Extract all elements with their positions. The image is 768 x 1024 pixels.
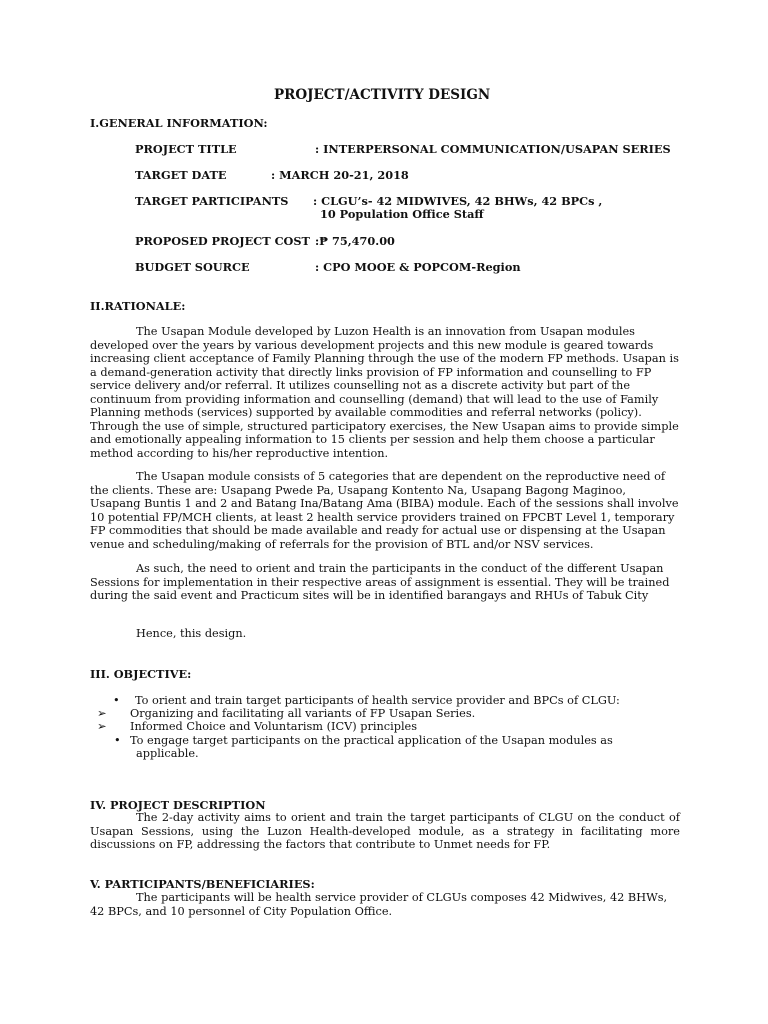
target-participants-value: : CLGU’s- 42 MIDWIVES, 42 BHWs, 42 BPCs , — [313, 194, 603, 208]
rationale-paragraph-3-text: As such, the need to orient and train the participants in the conduct of the different Usapan Sessions for implementation in their respective areas of assignment is essential. They will be trained during the said event and Practicum sites will be in identified barangays and RHUs of Tabuk City — [90, 562, 670, 602]
project-description-paragraph — [90, 811, 680, 852]
participants-heading: V. PARTICIPANTS/BENEFICIARIES: — [90, 877, 315, 891]
project-title-label: PROJECT TITLE — [135, 142, 237, 156]
document-title: PROJECT/ACTIVITY DESIGN — [274, 87, 491, 103]
bullet-icon: • — [113, 694, 120, 707]
objective-subitem-text: Informed Choice and Voluntarism (ICV) principles — [130, 720, 418, 733]
arrow-bullet-icon: ➢ — [97, 720, 107, 733]
rationale-heading: II.RATIONALE: — [90, 299, 186, 313]
objective-item — [113, 694, 620, 707]
objective-subitem — [97, 707, 475, 720]
bullet-icon: • — [114, 734, 121, 747]
arrow-bullet-icon: ➢ — [97, 707, 107, 720]
participants-paragraph — [90, 891, 680, 918]
objective-item-text-continued: applicable. — [136, 747, 199, 760]
objective-heading: III. OBJECTIVE: — [90, 667, 192, 681]
objective-item-text: To orient and train target participants of health service provider and BPCs of CLGU: — [135, 694, 620, 707]
budget-source-label: BUDGET SOURCE — [135, 260, 250, 274]
rationale-paragraph-3 — [90, 562, 680, 603]
rationale-closing: Hence, this design. — [136, 627, 247, 640]
target-date-label: TARGET DATE — [135, 168, 227, 182]
target-date-value: : MARCH 20-21, 2018 — [271, 168, 409, 182]
project-cost-label: PROPOSED PROJECT COST — [135, 234, 310, 248]
objective-subitem — [97, 720, 417, 733]
project-description-heading: IV. PROJECT DESCRIPTION — [90, 798, 266, 812]
objective-item-text: To engage target participants on the practical application of the Usapan modules as — [130, 734, 613, 747]
project-title-value: : INTERPERSONAL COMMUNICATION/USAPAN SERIES — [315, 142, 671, 156]
rationale-paragraph-1-text: The Usapan Module developed by Luzon Health is an innovation from Usapan modules developed over the years by various development projects and this new module is geared towards increasing client acceptance of Family Planning through the use of the modern FP methods. Usapan is a demand-generation activity that directly links provision of FP information and counselling to FP service delivery and/or referral. It utilizes counselling not as a discrete activity but part of the continuum from providing information and counselling (demand) that will lead to the use of Family Planning methods (services) supported by available commodities and referral networks (policy). Through the use of simple, structured participatory exercises, the New Usapan aims to provide simple and emotionally appealing information to 15 clients per session and help them choose a particular method according to his/her reproductive intention. — [90, 325, 679, 460]
rationale-paragraph-2-text: The Usapan module consists of 5 categories that are dependent on the reproductive need of the clients. These are: Usapang Pwede Pa, Usapang Kontento Na, Usapang Bagong Maginoo, Usapang Buntis 1 and 2 and Batang Ina/Batang Ama (BIBA) module. Each of the sessions shall involve 10 potential FP/MCH clients, at least 2 health service providers trained on FPCBT Level 1, temporary FP commodities that should be made available and ready for actual use or dispensing at the Usapan venue and scheduling/making of referrals for the provision of BTL and/or NSV services. — [90, 470, 679, 551]
objective-item — [114, 734, 613, 747]
participants-text: The participants will be health service provider of CLGUs composes 42 Midwives, 42 BHWs, 42 BPCs, and 10 personnel of City Population Office. — [90, 891, 668, 918]
target-participants-value-line2: 10 Population Office Staff — [320, 207, 484, 221]
rationale-paragraph-2 — [90, 470, 680, 551]
objective-subitem-text: Organizing and facilitating all variants of FP Usapan Series. — [130, 707, 476, 720]
project-description-text: The 2-day activity aims to orient and train the target participants of CLGU on the conduct of Usapan Sessions, using the Luzon Health-developed module, as a strategy in facilitating more discussions on FP, addressing the factors that contribute to Unmet needs for FP. — [90, 811, 680, 851]
target-participants-label: TARGET PARTICIPANTS — [135, 194, 289, 208]
general-info-heading: I.GENERAL INFORMATION: — [90, 116, 268, 130]
project-cost-value: :₱ 75,470.00 — [315, 234, 395, 248]
rationale-paragraph-1 — [90, 325, 680, 460]
budget-source-value: : CPO MOOE & POPCOM-Region — [315, 260, 521, 274]
